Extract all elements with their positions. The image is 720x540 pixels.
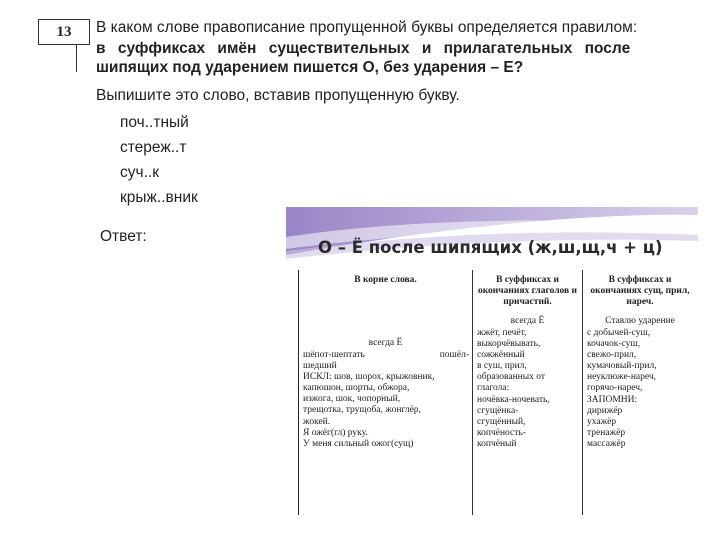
cell-line: кочачок-суш, [587, 339, 641, 350]
cell-line: сгущённый, [477, 416, 526, 427]
cell-line: тренажёр [587, 427, 626, 438]
instruction-line: Выпишите это слово, вставив пропущенную букву. [96, 87, 460, 104]
cell-line: капюшон, шорты, обжора, [303, 383, 410, 394]
cell-line: Я ожёг(гл) руку. [303, 427, 368, 438]
question-line-3: шипящих под ударением пишется О, без ударения – Е? [96, 59, 524, 76]
column-header: В корне слова. [354, 275, 417, 285]
cell-line: в суш, прил, [477, 361, 527, 372]
word-option: поч..тный [120, 114, 189, 131]
cell-line: ночёвка-ночевать, [477, 394, 550, 405]
column-cell [583, 327, 697, 450]
cell-line: ухажёр [587, 416, 617, 427]
word-option: крыж..вник [120, 189, 198, 206]
column-cell [299, 349, 472, 450]
word-option: суч..к [120, 164, 159, 181]
cell-line: жжёт, печёт, [477, 328, 527, 338]
table-column-nouns-adjectives [583, 270, 697, 515]
question-line-2: в суффиксах имён существительных и прилагательных после [96, 40, 631, 57]
cell-line: массажёр [587, 438, 626, 449]
slide-title: О – Ё после шипящих (ж,ш,щ,ч + ц) [318, 238, 663, 257]
cell-line: с добычей-суш, [587, 328, 651, 338]
rule-table [298, 270, 697, 515]
cell-line: горячо-нареч, [587, 383, 643, 394]
cell-line: ИСКЛ: шов, шорох, крыжовник, [303, 372, 435, 383]
word-options-list [120, 110, 198, 210]
cell-line: выкорчёвывать, [477, 339, 541, 350]
cell-line: сгущёнка- [477, 405, 519, 416]
cell-line: У меня сильный ожог(сущ) [303, 438, 414, 449]
cell-line: копчёный [477, 438, 517, 449]
cell-line: ЗАПОМНИ: [587, 394, 638, 405]
cell-line: неуклюже-нареч, [587, 372, 657, 383]
task-number-divider [76, 44, 77, 72]
cell-line: свежо-прил, [587, 350, 637, 361]
question-line-1: В каком слове правописание пропущенной буквы определяется правилом: [96, 19, 638, 36]
cell-line: жокей. [303, 416, 331, 427]
cell-line [303, 350, 469, 361]
word-option: стереж..т [120, 139, 187, 156]
cell-line: трещотка, трущоба, жонглёр, [303, 405, 421, 416]
column-cell [473, 327, 582, 450]
cell-line: изжога, шок, чопорный, [303, 394, 401, 405]
cell-line: образованных от [477, 372, 546, 383]
cell-line: глагола: [477, 383, 510, 394]
column-subheader: всегда Ё [510, 316, 545, 326]
cell-line: дирижёр [587, 405, 623, 416]
task-number-box: 13 [38, 19, 90, 45]
cell-line: сожжённый [477, 350, 525, 361]
cell-line: шедший [303, 361, 337, 372]
rule-slide [286, 207, 698, 515]
column-header: В суффиксах и окончаниях глаголов и причастий. [477, 275, 578, 307]
answer-label: Ответ: [100, 228, 147, 245]
cell-line-left: шёпот-шептать [303, 350, 365, 360]
table-column-verbs [473, 270, 583, 515]
cell-line: копчёность- [477, 427, 526, 438]
column-subheader: всегда Ё [368, 338, 403, 348]
column-subheader: Ставлю ударение [605, 316, 675, 326]
column-header: В суффиксах и окончаниях сущ, прил, нареч. [590, 275, 690, 307]
table-column-root [299, 270, 473, 515]
cell-line-right: пошёл- [439, 350, 469, 360]
cell-line: кумачовый-прил, [587, 361, 657, 372]
